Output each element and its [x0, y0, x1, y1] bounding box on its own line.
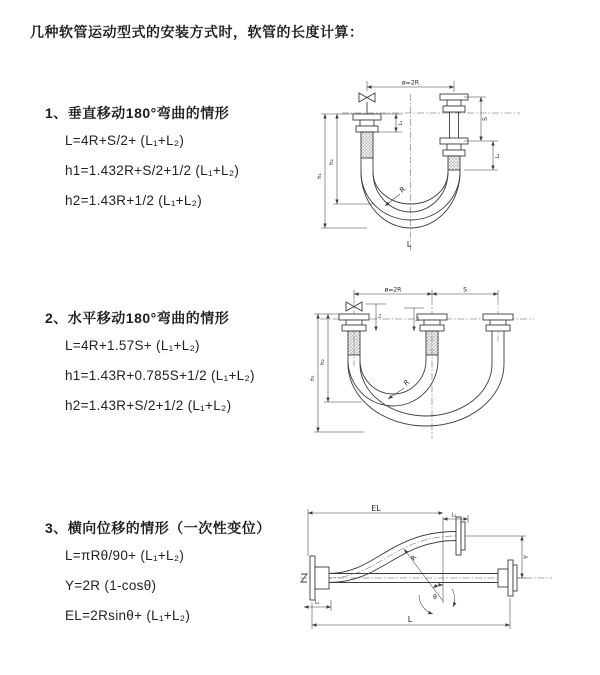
left-flange	[310, 556, 329, 600]
stroke-dim-label: S	[463, 286, 467, 294]
vertical-bend-diagram	[312, 76, 527, 256]
formula-line: h2=1.43R+1/2 (L₁+L₂)	[65, 193, 203, 208]
height-outer-label: h₁	[317, 173, 323, 179]
end-left-dim-label: L₁	[398, 120, 404, 126]
formula-line: L=πRθ/90+ (L₁+L₂)	[65, 548, 185, 563]
extended-length-dimension	[308, 504, 468, 556]
lateral-displacement-diagram	[300, 503, 555, 643]
end-left-dim-label: L₁	[314, 600, 320, 606]
height-inner-label: h₂	[329, 159, 335, 165]
left-flange	[339, 314, 369, 355]
length-dimension	[312, 598, 510, 629]
end-left-dimension	[304, 600, 331, 611]
stroke-dimension	[464, 97, 498, 141]
offset-label: Y	[522, 555, 530, 559]
formula-line: h1=1.432R+S/2+1/2 (L₁+L₂)	[65, 163, 240, 178]
valve-icon	[359, 93, 375, 114]
radius-label: R	[398, 185, 408, 195]
span-dimension	[354, 287, 498, 298]
section-2-heading: 2、水平移动180°弯曲的情形	[45, 310, 230, 326]
formula-line: h2=1.43R+S/2+1/2 (L₁+L₂)	[65, 398, 232, 413]
radius-label: R	[409, 553, 419, 563]
end-left-dim-label: L₁	[378, 313, 383, 319]
formula-line: L=4R+S/2+ (L₁+L₂)	[65, 133, 185, 148]
end-right-dimension	[464, 141, 501, 170]
horizontal-bend-diagram	[306, 286, 541, 456]
left-flange	[353, 114, 381, 158]
stroke-dim-label: S	[482, 117, 489, 121]
section-3-heading: 3、横向位移的情形（一次性变位）	[45, 520, 271, 536]
hose-bend	[361, 158, 460, 228]
length-label: L	[407, 615, 413, 624]
formula-line: EL=2Rsinθ+ (L₁+L₂)	[65, 608, 191, 623]
height-outer-label: h₁	[310, 375, 316, 381]
formula-line: L=4R+1.57S+ (L₁+L₂)	[65, 338, 200, 353]
section-1-heading: 1、垂直移动180°弯曲的情形	[45, 105, 230, 121]
offset-dimension	[465, 536, 530, 578]
angle-label: θ	[433, 594, 437, 601]
right-upper-flange	[440, 94, 468, 138]
span-dim-label: ø=2R	[384, 286, 402, 294]
span-dim-label: ø=2R	[401, 79, 420, 87]
end-right-dim-label: L₂	[416, 316, 421, 322]
end-right-dim-label: L₂	[495, 153, 501, 159]
radius-callout	[388, 378, 411, 399]
page-title: 几种软管运动型式的安装方式时，软管的长度计算：	[30, 24, 364, 40]
right-lower-flange	[440, 138, 468, 170]
radius-callout	[385, 185, 407, 206]
end-right-dim-label: L₂	[451, 512, 457, 519]
hose-bend	[348, 355, 504, 426]
span-dimension	[367, 80, 454, 93]
middle-flange	[417, 314, 447, 355]
displaced-hose-curve	[329, 517, 465, 583]
formula-line: Y=2R (1-cosθ)	[65, 578, 157, 593]
radius-label: R	[402, 378, 412, 388]
extended-length-label: EL	[371, 504, 381, 513]
height-inner-label: h₂	[320, 359, 326, 365]
length-label: L	[406, 240, 412, 249]
formula-line: h1=1.43R+0.785S+1/2 (L₁+L₂)	[65, 368, 255, 383]
